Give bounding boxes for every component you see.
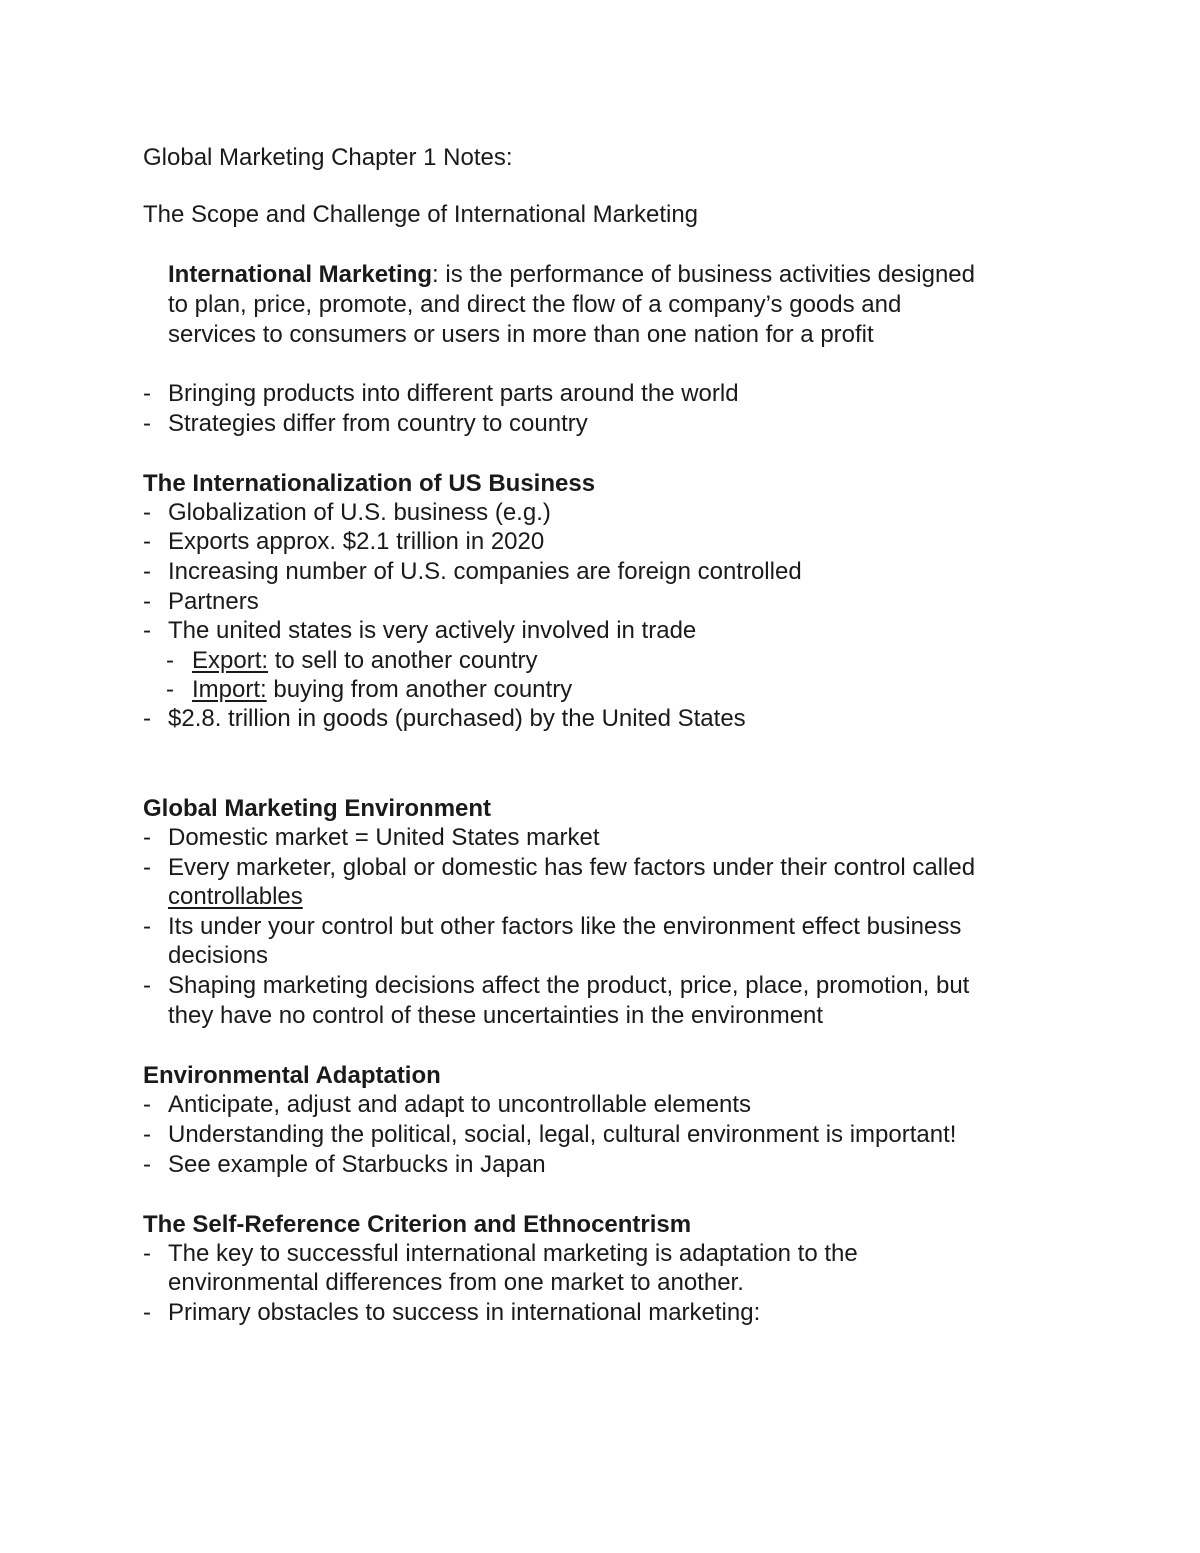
bullet-dash: -	[143, 1091, 151, 1118]
list-item: Shaping marketing decisions affect the product, price, place, promotion, but	[168, 972, 970, 999]
section-heading-environment: Global Marketing Environment	[143, 795, 492, 822]
list-item: Domestic market = United States market	[168, 824, 600, 851]
bullet-dash: -	[143, 705, 151, 732]
sub-list-item-export	[192, 646, 538, 676]
bullet-dash: -	[143, 1240, 151, 1267]
bullet-dash: -	[143, 1121, 151, 1148]
bullet-dash: -	[143, 528, 151, 555]
document-subtitle: The Scope and Challenge of International Marketing	[143, 201, 699, 228]
section-heading-adaptation: Environmental Adaptation	[143, 1062, 441, 1089]
bullet-dash: -	[143, 588, 151, 615]
list-item: Understanding the political, social, legal, cultural environment is important!	[168, 1121, 957, 1148]
sub-bullet-dash: -	[166, 647, 174, 674]
export-text: to sell to another country	[268, 647, 538, 674]
list-item-continuation: environmental differences from one market to another.	[168, 1269, 744, 1296]
bullet-dash: -	[143, 854, 151, 881]
list-item: Globalization of U.S. business (e.g.)	[168, 499, 551, 526]
bullet-dash: -	[143, 1151, 151, 1178]
list-item: Primary obstacles to success in international marketing:	[168, 1299, 761, 1326]
list-item: Every marketer, global or domestic has few factors under their control called	[168, 854, 976, 881]
bullet-dash: -	[143, 558, 151, 585]
list-item: Its under your control but other factors like the environment effect business	[168, 913, 962, 940]
bullet-dash: -	[143, 410, 151, 437]
section-heading-src: The Self-Reference Criterion and Ethnocentrism	[143, 1211, 692, 1238]
bullet-dash: -	[143, 972, 151, 999]
list-item: Increasing number of U.S. companies are foreign controlled	[168, 558, 802, 585]
definition-term: International Marketing	[168, 261, 433, 288]
bullet-dash: -	[143, 617, 151, 644]
list-item-continuation: decisions	[168, 942, 269, 969]
export-term: Export:	[192, 647, 269, 674]
bullet-dash: -	[143, 913, 151, 940]
list-item: $2.8. trillion in goods (purchased) by the United States	[168, 705, 746, 732]
definition-line-3: services to consumers or users in more than one nation for a profit	[168, 321, 874, 348]
definition-line-2: to plan, price, promote, and direct the flow of a company’s goods and	[168, 291, 902, 318]
list-item: See example of Starbucks in Japan	[168, 1151, 546, 1178]
bullet-dash: -	[143, 380, 151, 407]
list-item-continuation: they have no control of these uncertainties in the environment	[168, 1002, 824, 1029]
list-item: Strategies differ from country to country	[168, 410, 588, 437]
list-item: Partners	[168, 588, 259, 615]
list-item: The key to successful international marketing is adaptation to the	[168, 1240, 858, 1267]
list-item: Exports approx. $2.1 trillion in 2020	[168, 528, 545, 555]
import-term: Import:	[192, 676, 267, 703]
definition-text: : is the performance of business activities designed	[432, 261, 975, 288]
definition-line-1	[168, 260, 975, 290]
section-heading-internationalization: The Internationalization of US Business	[143, 470, 596, 497]
document-title: Global Marketing Chapter 1 Notes:	[143, 144, 513, 171]
sub-list-item-import	[192, 675, 572, 705]
bullet-dash: -	[143, 1299, 151, 1326]
list-item: The united states is very actively involved in trade	[168, 617, 697, 644]
bullet-dash: -	[143, 499, 151, 526]
controllables-term: controllables	[168, 883, 303, 910]
bullet-dash: -	[143, 824, 151, 851]
sub-bullet-dash: -	[166, 676, 174, 703]
import-text: buying from another country	[266, 676, 573, 703]
list-item: Anticipate, adjust and adapt to uncontrollable elements	[168, 1091, 752, 1118]
list-item: Bringing products into different parts around the world	[168, 380, 739, 407]
